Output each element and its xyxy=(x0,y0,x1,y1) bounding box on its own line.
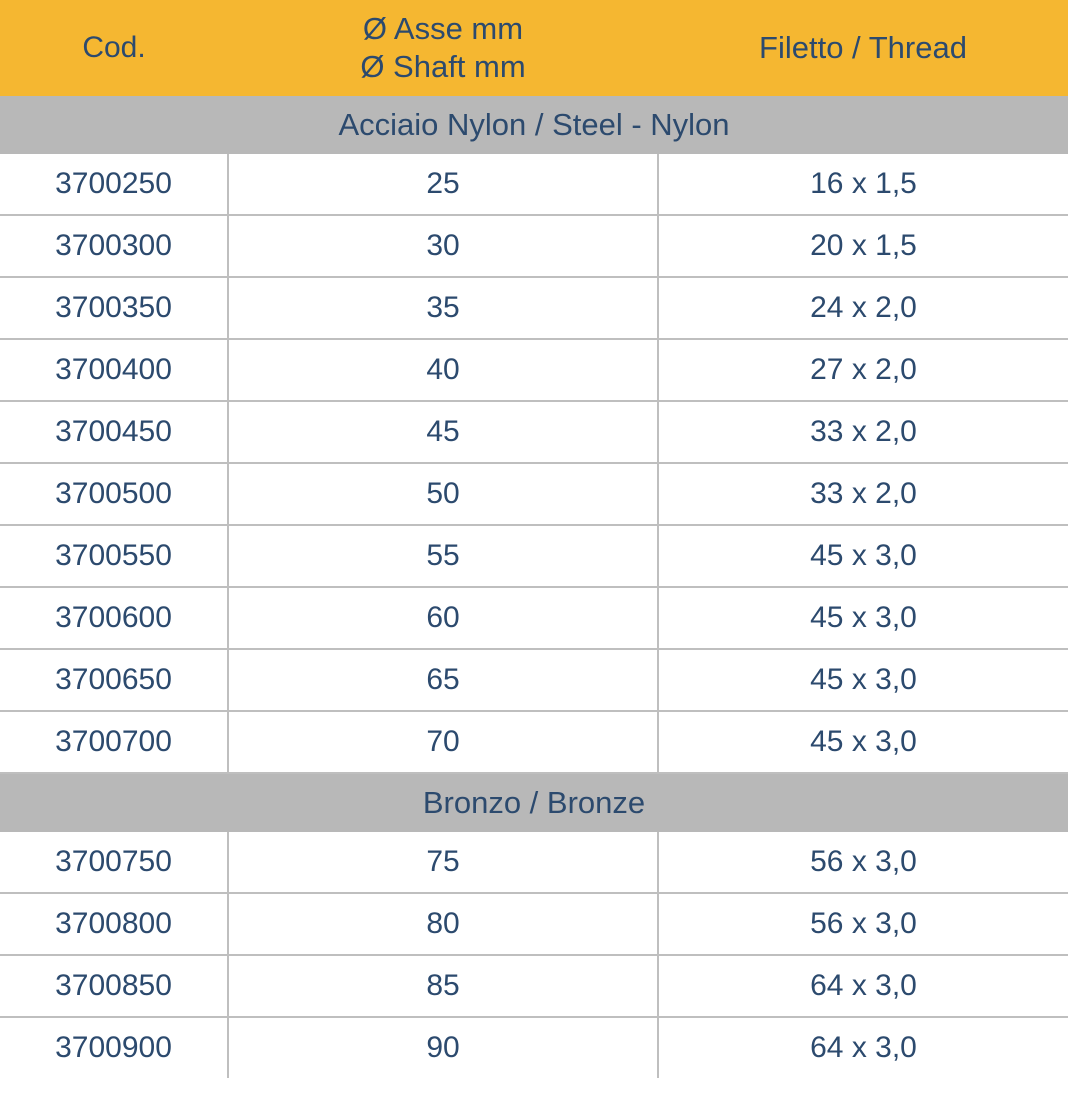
cell-thread: 64 x 3,0 xyxy=(658,955,1068,1017)
cell-thread: 24 x 2,0 xyxy=(658,277,1068,339)
cell-thread: 45 x 3,0 xyxy=(658,525,1068,587)
cell-thread: 56 x 3,0 xyxy=(658,893,1068,955)
cell-shaft: 50 xyxy=(228,463,658,525)
cell-thread: 64 x 3,0 xyxy=(658,1017,1068,1078)
table-row xyxy=(0,525,1068,587)
cell-code: 3700650 xyxy=(0,649,228,711)
table-row xyxy=(0,711,1068,773)
table-row xyxy=(0,215,1068,277)
cell-shaft: 25 xyxy=(228,154,658,215)
cell-code: 3700600 xyxy=(0,587,228,649)
cell-shaft: 30 xyxy=(228,215,658,277)
table-row xyxy=(0,401,1068,463)
cell-shaft: 45 xyxy=(228,401,658,463)
cell-code: 3700750 xyxy=(0,832,228,893)
cell-shaft: 40 xyxy=(228,339,658,401)
cell-code: 3700900 xyxy=(0,1017,228,1078)
cell-code: 3700550 xyxy=(0,525,228,587)
table-row xyxy=(0,154,1068,215)
cell-thread: 16 x 1,5 xyxy=(658,154,1068,215)
cell-shaft: 85 xyxy=(228,955,658,1017)
cell-shaft: 90 xyxy=(228,1017,658,1078)
cell-shaft: 35 xyxy=(228,277,658,339)
group-header-row xyxy=(0,96,1068,154)
cell-code: 3700250 xyxy=(0,154,228,215)
cell-thread: 20 x 1,5 xyxy=(658,215,1068,277)
table-row xyxy=(0,893,1068,955)
column-header-shaft-line2: Ø Shaft mm xyxy=(360,49,526,84)
cell-code: 3700850 xyxy=(0,955,228,1017)
table-row xyxy=(0,339,1068,401)
cell-thread: 33 x 2,0 xyxy=(658,463,1068,525)
table-row xyxy=(0,277,1068,339)
cell-thread: 45 x 3,0 xyxy=(658,649,1068,711)
table-row xyxy=(0,463,1068,525)
table-row xyxy=(0,1017,1068,1078)
column-header-thread: Filetto / Thread xyxy=(658,0,1068,96)
column-header-shaft-line1: Ø Asse mm xyxy=(362,11,524,46)
cell-shaft: 70 xyxy=(228,711,658,773)
cell-thread: 56 x 3,0 xyxy=(658,832,1068,893)
cell-code: 3700500 xyxy=(0,463,228,525)
cell-shaft: 75 xyxy=(228,832,658,893)
cell-code: 3700350 xyxy=(0,277,228,339)
cell-shaft: 80 xyxy=(228,893,658,955)
cell-code: 3700450 xyxy=(0,401,228,463)
cell-code: 3700300 xyxy=(0,215,228,277)
cell-shaft: 60 xyxy=(228,587,658,649)
cell-code: 3700400 xyxy=(0,339,228,401)
cell-shaft: 55 xyxy=(228,525,658,587)
cell-thread: 45 x 3,0 xyxy=(658,711,1068,773)
table-header-row xyxy=(0,0,1068,96)
group-title: Acciaio Nylon / Steel - Nylon xyxy=(0,96,1068,154)
column-header-shaft xyxy=(228,0,658,96)
cell-thread: 33 x 2,0 xyxy=(658,401,1068,463)
cell-shaft: 65 xyxy=(228,649,658,711)
table-row xyxy=(0,832,1068,893)
cell-code: 3700800 xyxy=(0,893,228,955)
column-header-code: Cod. xyxy=(0,0,228,96)
group-title: Bronzo / Bronze xyxy=(0,773,1068,832)
group-header-row xyxy=(0,773,1068,832)
cell-thread: 27 x 2,0 xyxy=(658,339,1068,401)
table-row xyxy=(0,649,1068,711)
table-row xyxy=(0,955,1068,1017)
cell-thread: 45 x 3,0 xyxy=(658,587,1068,649)
cell-code: 3700700 xyxy=(0,711,228,773)
table-row xyxy=(0,587,1068,649)
